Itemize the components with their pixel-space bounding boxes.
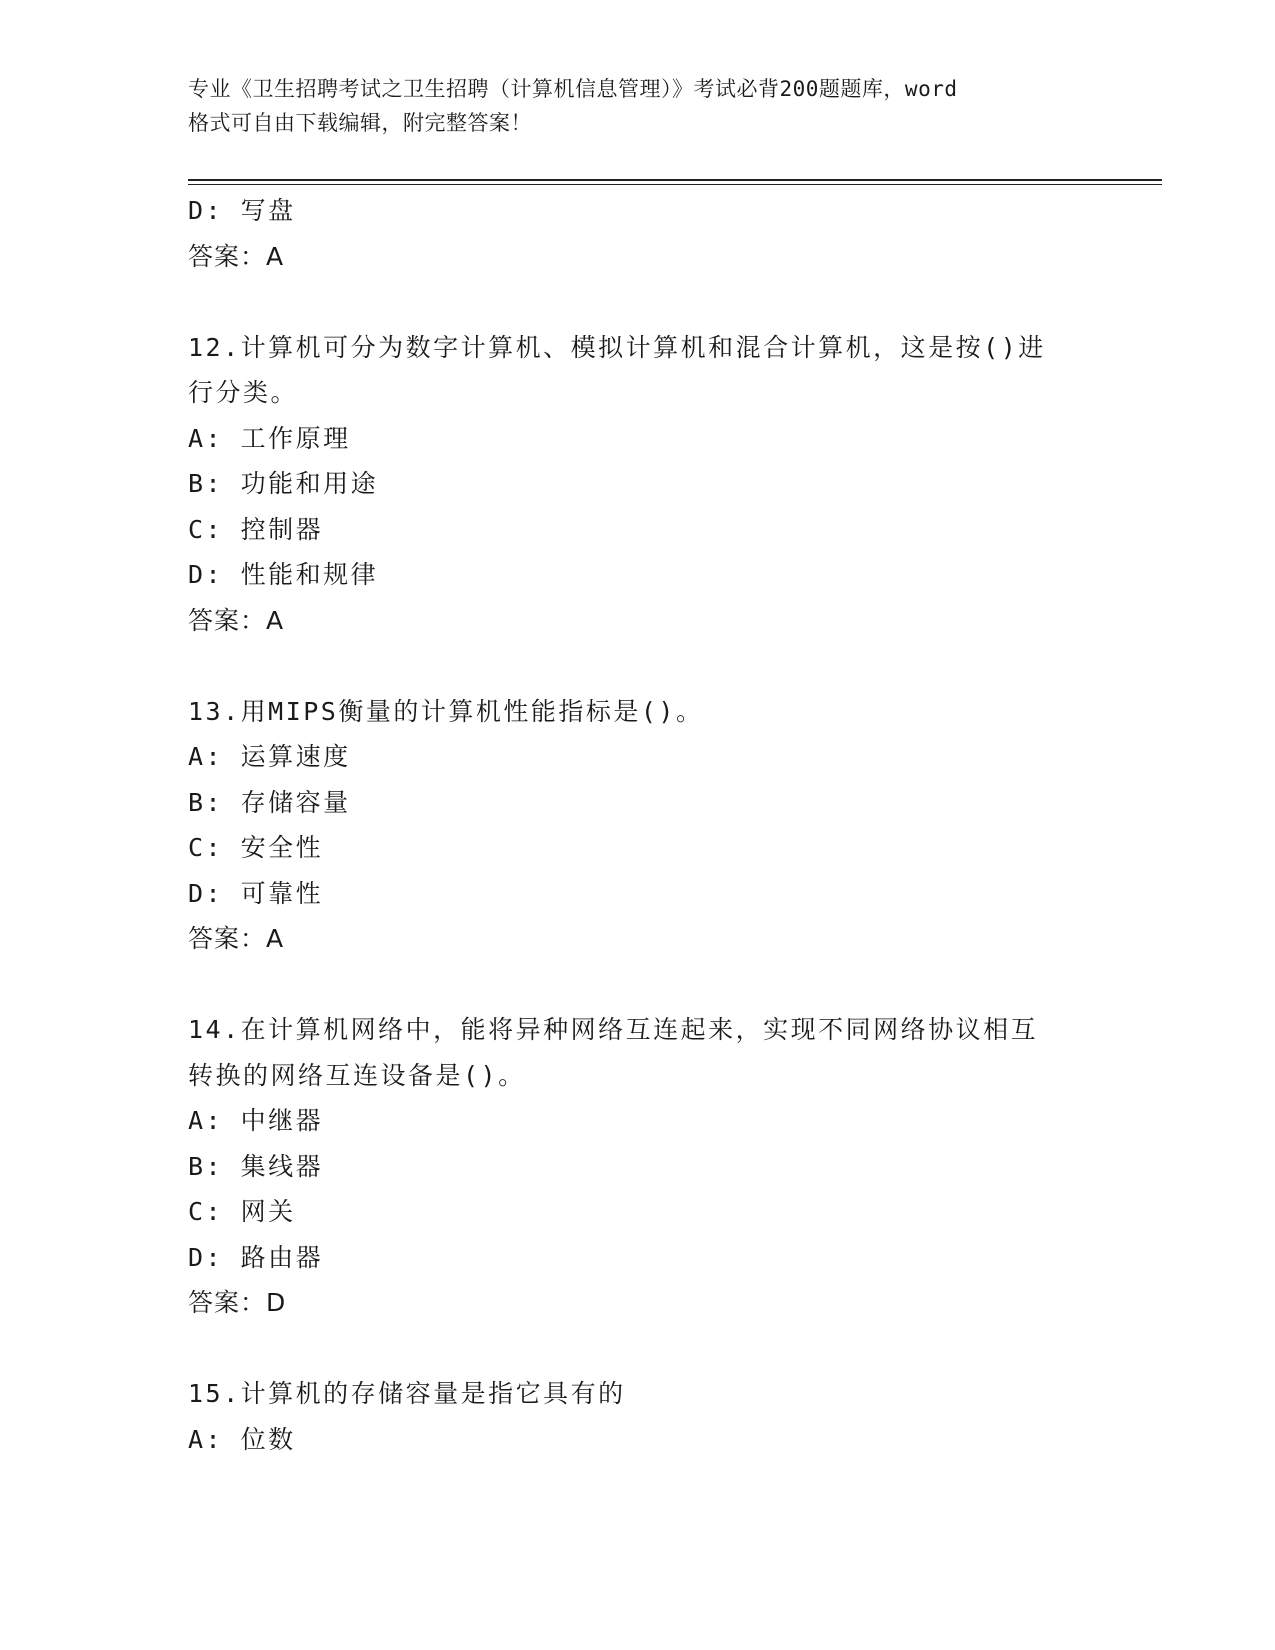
option-a: A: 工作原理 [188, 423, 351, 453]
answer-line: 答案：A [188, 924, 285, 953]
spacer [188, 279, 1088, 325]
spacer [188, 1326, 1088, 1372]
question-block [188, 689, 1088, 962]
option-a: A: 中继器 [188, 1106, 324, 1135]
option-d: D: 路由器 [188, 1242, 324, 1272]
option-c: C: 网关 [188, 1197, 296, 1226]
document-header [188, 72, 1088, 140]
question-stem: 12.计算机可分为数字计算机、模拟计算机和混合计算机，这是按()进 [188, 332, 1046, 362]
question-block [188, 325, 1088, 644]
question-block [188, 1007, 1088, 1326]
option-c: C: 控制器 [188, 514, 324, 544]
option-a: A: 运算速度 [188, 742, 351, 771]
question-block [188, 1371, 1088, 1462]
spacer [188, 643, 1088, 689]
option-d: D: 性能和规律 [188, 560, 379, 589]
header-divider-thin [188, 184, 1162, 185]
question-stem-cont: 转换的网络互连设备是()。 [188, 1060, 526, 1090]
option-b: B: 集线器 [188, 1151, 324, 1181]
header-line-2: 格式可自由下载编辑，附完整答案！ [188, 111, 532, 135]
option-b: B: 存储容量 [188, 787, 351, 817]
option-d: D: 可靠性 [188, 878, 324, 908]
header-divider [188, 179, 1162, 181]
question-stem: 14.在计算机网络中，能将异种网络互连起来，实现不同网络协议相互 [188, 1015, 1039, 1044]
answer-line: 答案：A [188, 241, 285, 271]
option-b: B: 功能和用途 [188, 469, 379, 498]
option-d: D: 写盘 [188, 196, 296, 225]
header-line-1: 专业《卫生招聘考试之卫生招聘（计算机信息管理）》考试必背200题题库，word [188, 77, 958, 101]
question-list [188, 188, 1088, 1462]
question-stem: 15.计算机的存储容量是指它具有的 [188, 1379, 626, 1408]
question-stem: 13.用MIPS衡量的计算机性能指标是()。 [188, 696, 704, 726]
answer-line: 答案：A [188, 605, 285, 635]
option-a: A: 位数 [188, 1424, 296, 1454]
option-c: C: 安全性 [188, 833, 324, 862]
question-stem-cont: 行分类。 [188, 378, 299, 407]
spacer [188, 962, 1088, 1008]
answer-line: 答案：D [188, 1288, 287, 1317]
